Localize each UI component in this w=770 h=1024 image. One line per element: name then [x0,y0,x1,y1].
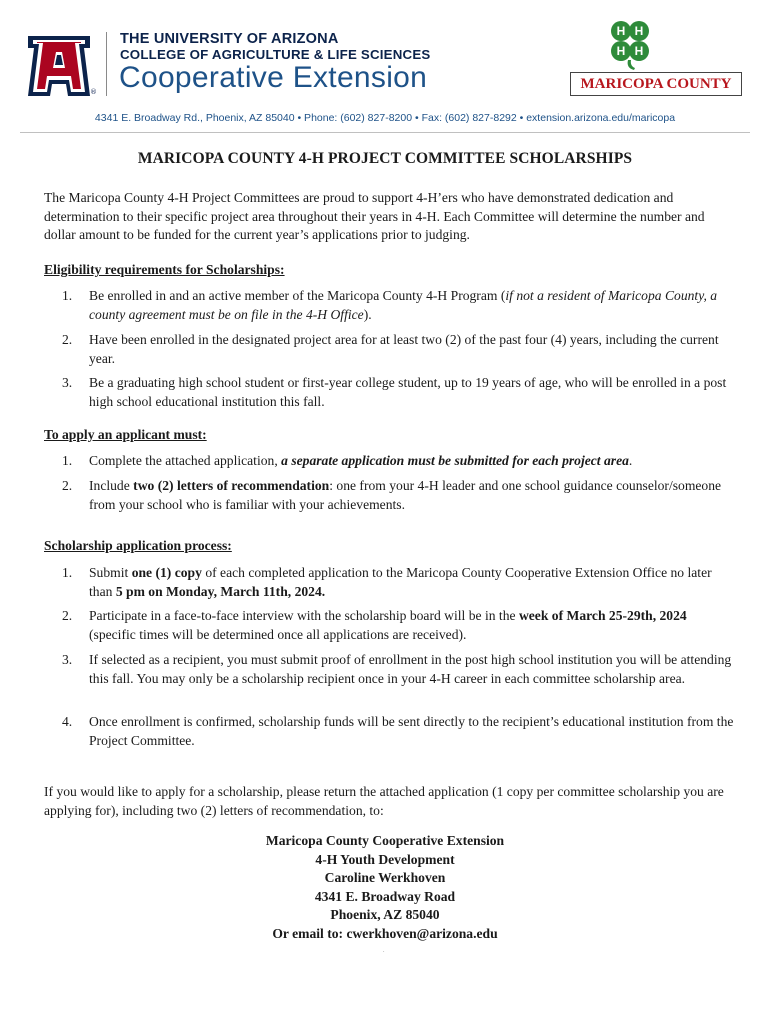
apply-item: 1. Complete the attached application, a separate application must be submitted for each project area. [62,453,633,468]
apply-heading: To apply an applicant must: [44,427,207,442]
process-heading: Scholarship application process: [44,538,232,553]
svg-text:H: H [634,24,644,38]
header-divider [106,32,107,96]
program-name: Cooperative Extension [119,61,428,94]
contact-line: Phoenix, AZ 85040 [330,907,440,922]
process-item: 4. Once enrollment is confirmed, scholarship funds will be sent directly to the recipient’s educational institution from the Project Committee. [62,714,734,748]
svg-text:H: H [616,24,626,38]
four-h-clover-icon [604,18,656,70]
page-mark: . [383,948,385,954]
eligibility-item: 3. Be a graduating high school student or first-year college student, up to 19 years of age, who will be enrolled in a post high school educational institution this fall. [62,375,727,409]
contact-block [0,832,770,943]
university-name: THE UNIVERSITY OF ARIZONA [120,31,339,47]
contact-line: 4-H Youth Development [315,851,455,867]
process-item: 1. Submit one (1) copy of each completed application to the Maricopa County Cooperative Extension Office no later than 5 pm on Monday, March 11th, 2024. [62,565,712,599]
svg-text:H: H [634,44,644,58]
office-contact-line: 4341 E. Broadway Rd., Phoenix, AZ 85040 • Phone: (602) 827-8200 • Fax: (602) 827-8292 • extension.arizona.edu/maricopa [94,112,676,124]
document-title: MARICOPA COUNTY 4-H PROJECT COMMITTEE SCHOLARSHIPS [137,150,633,167]
contact-email[interactable]: Or email to: cwerkhoven@arizona.edu [272,925,498,941]
eligibility-heading: Eligibility requirements for Scholarships: [44,262,285,277]
contact-line: Maricopa County Cooperative Extension [265,833,505,848]
eligibility-item: 2. Have been enrolled in the designated project area for at least two (2) of the past four (4) years, including the current year. [62,332,719,366]
county-label: MARICOPA COUNTY [580,76,732,92]
intro-paragraph: The Maricopa County 4-H Project Committees are proud to support 4-H’ers who have demonstrated dedication and determination to their specific project area throughout their years in 4-H. Each Committee will determine the number and dollar amount to be funded for the current year’s applications prior to judging. [44,190,705,243]
process-item: 3. If selected as a recipient, you must submit proof of enrollment in the post high school institution you will be attending this fall. You may only be a scholarship recipient once in your 4-H career in each committee scholarship area. [62,652,732,686]
header-rule [20,132,750,133]
college-name: COLLEGE OF AGRICULTURE & LIFE SCIENCES [120,47,431,62]
svg-text:H: H [616,44,626,58]
registered-mark: ® [90,88,97,96]
university-of-arizona-logo [24,34,94,98]
closing-paragraph: If you would like to apply for a scholarship, please return the attached application (1 copy per committee scholarship you are applying for), including two (2) letters of recommendation, to: [44,784,724,818]
contact-line: 4341 E. Broadway Road [314,888,456,904]
eligibility-item: 1. Be enrolled in and an active member of the Maricopa County 4-H Program (if not a resident of Maricopa County, a county agreement must be on file in the 4-H Office). [62,288,718,322]
county-label-box [570,72,742,96]
apply-item: 2. Include two (2) letters of recommendation: one from your 4-H leader and one school guidance counselor/someone from your school who is familiar with your achievements. [62,478,722,512]
contact-line: Caroline Werkhoven [324,870,446,885]
process-item: 2. Participate in a face-to-face interview with the scholarship board will be in the week of March 25-29th, 2024 (specific times will be determined once all applications are received). [62,608,687,642]
